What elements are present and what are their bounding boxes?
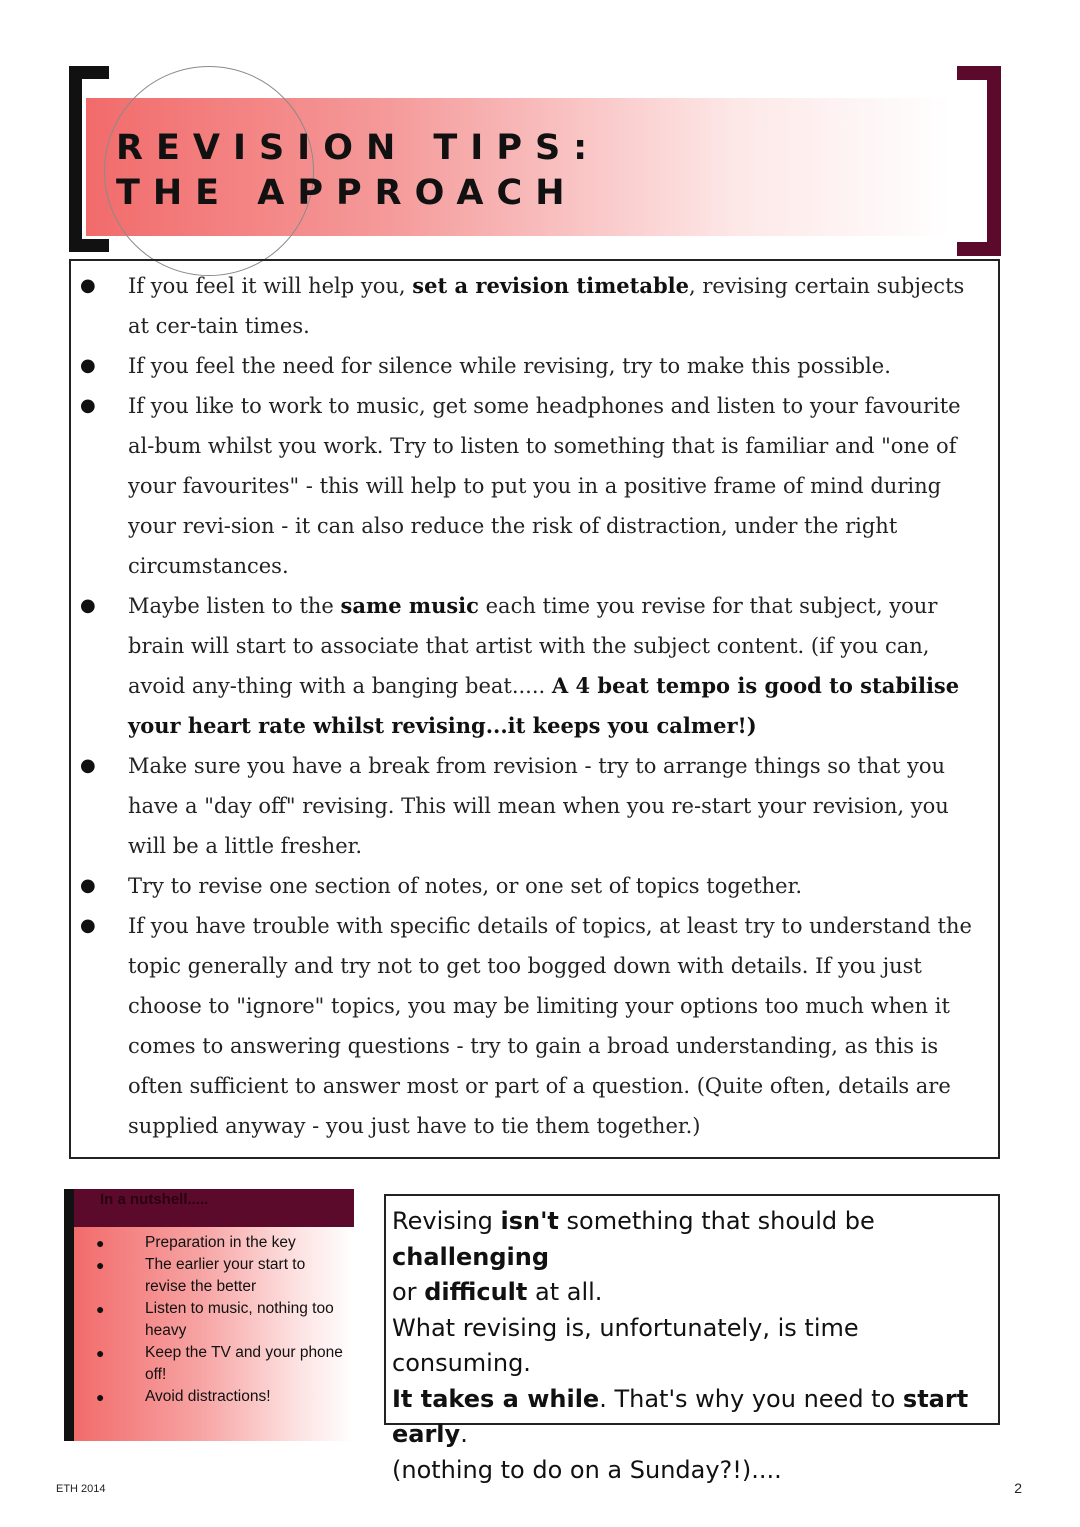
bullet-icon: ● (80, 275, 96, 296)
bullet-icon: ● (80, 755, 96, 776)
tip-item: ● Make sure you have a break from revision - try to arrange things so that you have a "day off" revising. This will mean when you re-start your revision, you will be a little fresher. (58, 746, 998, 866)
tip-item: ● Maybe listen to the same music each time you revise for that subject, your brain will start to associate that artist with the subject content. (if you can, avoid any-thing with a banging beat..... A 4 beat tempo is good to stabilise your heart rate whilst revising...it keeps you calmer!) (58, 586, 998, 746)
bullet-icon: ● (80, 595, 96, 616)
bullet-icon: ● (80, 395, 96, 416)
page-title-line-1: REVISION TIPS: (116, 128, 601, 168)
bullet-icon: ● (96, 1389, 105, 1405)
quote-line: early. (392, 1420, 468, 1448)
right-bracket-decoration (957, 66, 1001, 256)
tip-item: ● If you like to work to music, get some headphones and listen to your favourite al-bum whilst you work. Try to listen to something that is familiar and "one of your favourites" - this will help to put you in a positive frame of mind during your revi-sion - it can also reduce the risk of distraction, under the right circumstances. (58, 386, 998, 586)
bullet-icon: ● (96, 1301, 105, 1317)
tips-list (58, 266, 998, 1146)
nutshell-item: ● Keep the TV and your phone off! (96, 1344, 343, 1383)
nutshell-item: ● Preparation in the key (74, 1232, 344, 1254)
bullet-icon: ● (80, 355, 96, 376)
tip-item: ● Try to revise one section of notes, or one set of topics together. (58, 866, 998, 906)
quote-line: or difficult at all. (392, 1278, 603, 1306)
quote-box (384, 1194, 1000, 1484)
bullet-icon: ● (80, 915, 96, 936)
quote-line: It takes a while. That's why you need to start (392, 1384, 969, 1413)
nutshell-list (74, 1232, 344, 1408)
bullet-icon: ● (96, 1235, 105, 1251)
page-title-line-2: THE APPROACH (116, 173, 578, 213)
page-number: 2 (1014, 1480, 1022, 1496)
bullet-icon: ● (96, 1345, 105, 1361)
quote-line: Revising isn't something that should be challenging (392, 1207, 875, 1271)
nutshell-heading: In a nutshell..... (74, 1189, 354, 1227)
nutshell-item: ● Avoid distractions! (74, 1386, 344, 1408)
tip-item: ● If you feel it will help you, set a revision timetable, revising certain subjects at cer-tain times. (58, 266, 998, 346)
nutshell-panel (64, 1189, 354, 1441)
quote-line: (nothing to do on a Sunday?!).... (392, 1455, 782, 1484)
tip-item: ● If you feel the need for silence while revising, try to make this possible. (58, 346, 998, 386)
quote-line: What revising is, unfortunately, is time consuming. (392, 1313, 859, 1377)
bullet-icon: ● (96, 1257, 105, 1273)
page-title (116, 126, 600, 216)
bullet-icon: ● (80, 875, 96, 896)
footer-credit: ETH 2014 (56, 1483, 106, 1495)
nutshell-item: ● The earlier your start to revise the better (96, 1256, 306, 1295)
nutshell-item: ● Listen to music, nothing too heavy (96, 1300, 334, 1339)
tip-item: ● If you have trouble with specific details of topics, at least try to understand the topic generally and try not to get too bogged down with details. If you just choose to "ignore" topics, you may be limiting your options too much when it comes to answering questions - try to gain a broad understanding, as this is often sufficient to answer most or part of a question. (Quite often, details are supplied anyway - you just have to tie them together.) (58, 906, 998, 1146)
